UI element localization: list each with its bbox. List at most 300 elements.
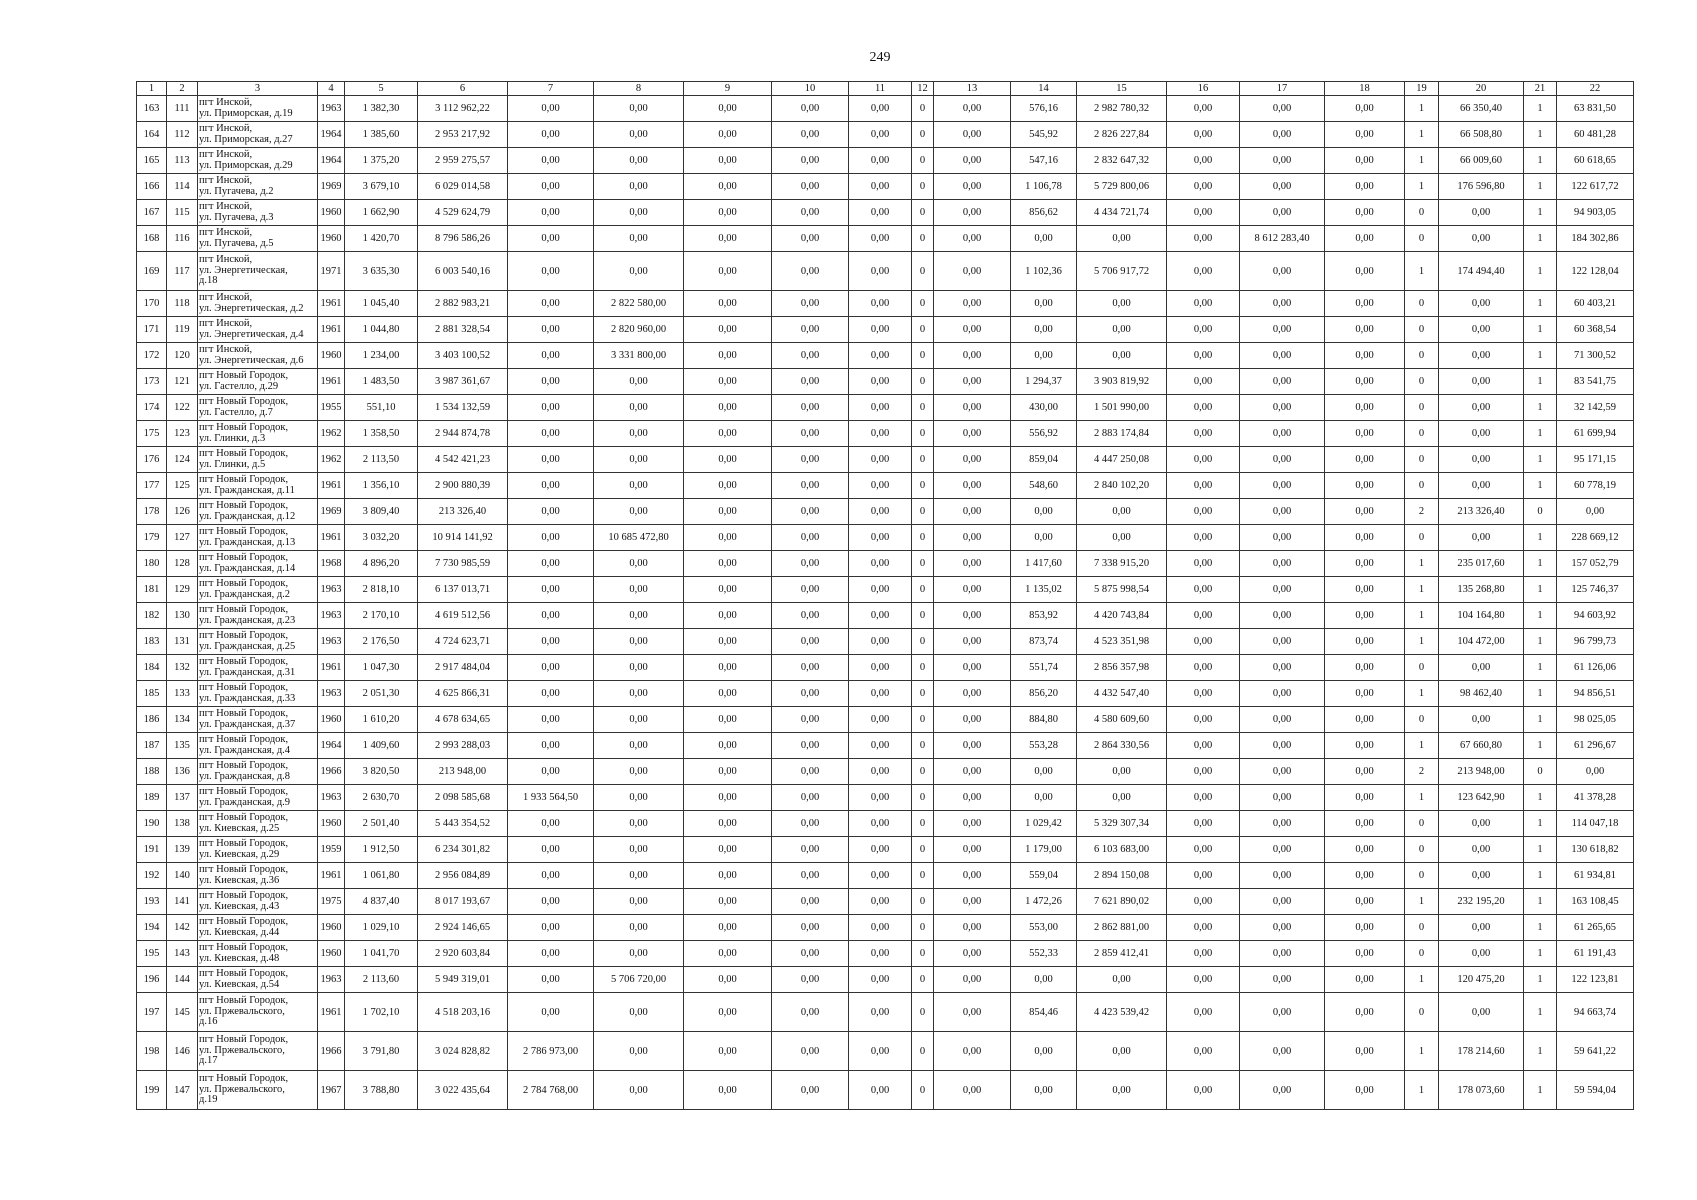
table-cell: 123 xyxy=(167,421,198,447)
table-cell: 0,00 xyxy=(849,473,912,499)
table-cell: 66 009,60 xyxy=(1439,148,1524,174)
table-cell: 0,00 xyxy=(849,395,912,421)
table-cell: 8 612 283,40 xyxy=(1240,226,1325,252)
table-cell: 0,00 xyxy=(1439,291,1524,317)
table-cell: 96 799,73 xyxy=(1557,629,1634,655)
table-cell: 61 265,65 xyxy=(1557,915,1634,941)
table-cell: 0,00 xyxy=(684,915,772,941)
table-cell: 1 xyxy=(1524,148,1557,174)
address-line: ул. Пржевальского, xyxy=(199,1083,285,1095)
address-line: пгт Новый Городок, xyxy=(199,448,289,459)
table-cell: 59 594,04 xyxy=(1557,1071,1634,1110)
table-cell: 0,00 xyxy=(1325,707,1405,733)
table-cell: 1 xyxy=(1524,200,1557,226)
table-cell: 1960 xyxy=(318,343,345,369)
table-cell: 67 660,80 xyxy=(1439,733,1524,759)
address-line: пгт Новый Городок, xyxy=(199,370,289,381)
table-cell: 0,00 xyxy=(1240,148,1325,174)
table-cell: 0,00 xyxy=(1439,811,1524,837)
table-cell: 1 xyxy=(1405,967,1439,993)
table-cell: 2 920 603,84 xyxy=(418,941,508,967)
table-cell: 1 045,40 xyxy=(345,291,418,317)
table-cell: 0,00 xyxy=(849,200,912,226)
table-cell: 0,00 xyxy=(772,993,849,1032)
table-cell: 0,00 xyxy=(594,447,684,473)
table-cell: 0,00 xyxy=(1439,317,1524,343)
table-cell: 181 xyxy=(137,577,167,603)
table-cell: 0,00 xyxy=(1439,915,1524,941)
address-line: ул. Киевская, д.43 xyxy=(199,900,280,912)
table-cell: 1960 xyxy=(318,811,345,837)
data-table xyxy=(136,81,1634,1110)
table-cell: 1961 xyxy=(318,291,345,317)
table-cell: 111 xyxy=(167,96,198,122)
table-cell: 5 875 998,54 xyxy=(1077,577,1167,603)
table-cell: 0 xyxy=(1405,226,1439,252)
table-cell: 4 542 421,23 xyxy=(418,447,508,473)
table-row xyxy=(137,603,1634,629)
table-cell: 125 xyxy=(167,473,198,499)
address-line: ул. Энергетическая, д.6 xyxy=(199,354,304,366)
table-cell: 559,04 xyxy=(1011,863,1077,889)
table-cell: 1 xyxy=(1524,525,1557,551)
table-cell: 1969 xyxy=(318,499,345,525)
table-cell: 0,00 xyxy=(1439,343,1524,369)
table-cell: 61 191,43 xyxy=(1557,941,1634,967)
table-cell: 0 xyxy=(1405,993,1439,1032)
table-cell: 0,00 xyxy=(849,889,912,915)
address-line: ул. Энергетическая, д.4 xyxy=(199,328,304,340)
table-cell: 0,00 xyxy=(508,291,594,317)
table-cell: 4 580 609,60 xyxy=(1077,707,1167,733)
table-cell: 545,92 xyxy=(1011,122,1077,148)
table-cell: 163 108,45 xyxy=(1557,889,1634,915)
address-line: пгт Новый Городок, xyxy=(199,812,289,823)
address-cell xyxy=(198,707,318,733)
table-cell: 0,00 xyxy=(1325,915,1405,941)
table-cell: 0,00 xyxy=(508,96,594,122)
table-cell: 0,00 xyxy=(772,733,849,759)
table-cell: 556,92 xyxy=(1011,421,1077,447)
table-cell: 1 xyxy=(1524,317,1557,343)
table-cell: 0,00 xyxy=(772,499,849,525)
table-cell: 0,00 xyxy=(849,681,912,707)
table-cell: 0,00 xyxy=(772,577,849,603)
table-cell: 3 024 828,82 xyxy=(418,1032,508,1071)
table-cell: 0,00 xyxy=(772,1071,849,1110)
table-cell: 1 xyxy=(1405,733,1439,759)
table-cell: 0,00 xyxy=(594,993,684,1032)
address-cell xyxy=(198,226,318,252)
table-cell: 0,00 xyxy=(849,603,912,629)
table-cell: 0,00 xyxy=(772,889,849,915)
address-line: ул. Приморская, д.19 xyxy=(199,107,293,119)
table-cell: 0,00 xyxy=(849,915,912,941)
table-cell: 0,00 xyxy=(1077,785,1167,811)
table-cell: 0,00 xyxy=(934,967,1011,993)
table-cell: 2 818,10 xyxy=(345,577,418,603)
column-header: 8 xyxy=(594,82,684,96)
table-cell: 1 662,90 xyxy=(345,200,418,226)
table-cell: 1 xyxy=(1524,226,1557,252)
table-cell: 0,00 xyxy=(934,837,1011,863)
table-cell: 4 619 512,56 xyxy=(418,603,508,629)
address-line: пгт Инской, xyxy=(199,123,253,134)
address-line: пгт Инской, xyxy=(199,97,253,108)
table-cell: 0,00 xyxy=(1240,967,1325,993)
table-cell: 199 xyxy=(137,1071,167,1110)
table-cell: 122 617,72 xyxy=(1557,174,1634,200)
table-cell: 1 xyxy=(1405,1071,1439,1110)
table-cell: 2 959 275,57 xyxy=(418,148,508,174)
table-cell: 1 501 990,00 xyxy=(1077,395,1167,421)
address-cell xyxy=(198,915,318,941)
table-cell: 0,00 xyxy=(772,785,849,811)
table-cell: 132 xyxy=(167,655,198,681)
table-cell: 0,00 xyxy=(1439,993,1524,1032)
table-cell: 176 xyxy=(137,447,167,473)
table-cell: 1 xyxy=(1405,629,1439,655)
table-cell: 0,00 xyxy=(1240,759,1325,785)
address-line: пгт Новый Городок, xyxy=(199,578,289,589)
table-cell: 2 113,60 xyxy=(345,967,418,993)
table-cell: 115 xyxy=(167,200,198,226)
table-cell: 5 443 354,52 xyxy=(418,811,508,837)
table-cell: 1 xyxy=(1524,1071,1557,1110)
table-cell: 3 112 962,22 xyxy=(418,96,508,122)
table-cell: 1959 xyxy=(318,837,345,863)
table-cell: 0,00 xyxy=(934,681,1011,707)
table-row xyxy=(137,96,1634,122)
table-cell: 138 xyxy=(167,811,198,837)
table-cell: 5 949 319,01 xyxy=(418,967,508,993)
table-cell: 0,00 xyxy=(684,1071,772,1110)
table-cell: 0,00 xyxy=(1167,603,1240,629)
table-cell: 178 214,60 xyxy=(1439,1032,1524,1071)
table-cell: 0,00 xyxy=(772,252,849,291)
table-cell: 4 837,40 xyxy=(345,889,418,915)
table-row xyxy=(137,473,1634,499)
table-row xyxy=(137,551,1634,577)
table-cell: 1 xyxy=(1524,395,1557,421)
table-cell: 0,00 xyxy=(594,655,684,681)
table-cell: 0,00 xyxy=(594,941,684,967)
address-line: ул. Гражданская, д.14 xyxy=(199,562,296,574)
table-cell: 1960 xyxy=(318,226,345,252)
address-line: пгт Новый Городок, xyxy=(199,942,289,953)
table-cell: 0,00 xyxy=(1240,447,1325,473)
table-cell: 163 xyxy=(137,96,167,122)
table-cell: 0 xyxy=(1405,369,1439,395)
table-cell: 1 xyxy=(1405,252,1439,291)
table-cell: 0,00 xyxy=(934,629,1011,655)
table-cell: 0,00 xyxy=(849,837,912,863)
table-cell: 1964 xyxy=(318,148,345,174)
table-cell: 0,00 xyxy=(594,1071,684,1110)
table-cell: 195 xyxy=(137,941,167,967)
table-cell: 0,00 xyxy=(1325,681,1405,707)
table-cell: 167 xyxy=(137,200,167,226)
table-cell: 118 xyxy=(167,291,198,317)
table-cell: 0,00 xyxy=(1167,499,1240,525)
table-cell: 0,00 xyxy=(594,837,684,863)
table-cell: 0,00 xyxy=(1325,499,1405,525)
table-cell: 0 xyxy=(912,993,934,1032)
table-cell: 0,00 xyxy=(934,369,1011,395)
address-cell xyxy=(198,369,318,395)
table-cell: 0,00 xyxy=(934,733,1011,759)
table-cell: 0,00 xyxy=(684,200,772,226)
table-row xyxy=(137,915,1634,941)
table-cell: 0 xyxy=(1524,759,1557,785)
table-cell: 2 883 174,84 xyxy=(1077,421,1167,447)
table-cell: 98 462,40 xyxy=(1439,681,1524,707)
table-cell: 2 826 227,84 xyxy=(1077,122,1167,148)
column-header: 6 xyxy=(418,82,508,96)
table-cell: 0,00 xyxy=(849,447,912,473)
column-header: 4 xyxy=(318,82,345,96)
table-cell: 0,00 xyxy=(1011,525,1077,551)
address-line: ул. Пржевальского, xyxy=(199,1044,285,1056)
table-cell: 6 137 013,71 xyxy=(418,577,508,603)
table-cell: 1 912,50 xyxy=(345,837,418,863)
table-row xyxy=(137,226,1634,252)
table-cell: 0,00 xyxy=(684,655,772,681)
address-line: ул. Приморская, д.29 xyxy=(199,159,293,171)
table-cell: 1 xyxy=(1524,785,1557,811)
table-cell: 0,00 xyxy=(508,655,594,681)
table-cell: 0,00 xyxy=(849,1071,912,1110)
table-body xyxy=(137,96,1634,1110)
table-cell: 1967 xyxy=(318,1071,345,1110)
address-cell xyxy=(198,122,318,148)
table-cell: 0,00 xyxy=(1240,733,1325,759)
address-line: ул. Гражданская, д.11 xyxy=(199,484,295,496)
table-cell: 66 508,80 xyxy=(1439,122,1524,148)
column-header: 14 xyxy=(1011,82,1077,96)
table-cell: 0,00 xyxy=(849,993,912,1032)
table-cell: 32 142,59 xyxy=(1557,395,1634,421)
column-header: 3 xyxy=(198,82,318,96)
table-cell: 0,00 xyxy=(1325,421,1405,447)
table-cell: 1963 xyxy=(318,629,345,655)
table-cell: 63 831,50 xyxy=(1557,96,1634,122)
table-cell: 0,00 xyxy=(772,941,849,967)
table-cell: 1 xyxy=(1524,473,1557,499)
table-cell: 196 xyxy=(137,967,167,993)
table-cell: 0,00 xyxy=(772,226,849,252)
address-line: ул. Энергетическая, xyxy=(199,264,288,276)
table-cell: 0,00 xyxy=(1240,629,1325,655)
table-cell: 10 685 472,80 xyxy=(594,525,684,551)
table-cell: 1966 xyxy=(318,1032,345,1071)
table-cell: 0,00 xyxy=(684,252,772,291)
table-cell: 94 903,05 xyxy=(1557,200,1634,226)
table-cell: 0,00 xyxy=(1167,226,1240,252)
table-cell: 0,00 xyxy=(849,941,912,967)
table-cell: 0 xyxy=(912,421,934,447)
table-cell: 166 xyxy=(137,174,167,200)
table-cell: 0,00 xyxy=(684,499,772,525)
table-cell: 0,00 xyxy=(1439,395,1524,421)
address-line: ул. Глинки, д.3 xyxy=(199,432,266,444)
table-cell: 1 702,10 xyxy=(345,993,418,1032)
table-cell: 0,00 xyxy=(772,473,849,499)
table-cell: 0,00 xyxy=(772,811,849,837)
table-cell: 1960 xyxy=(318,915,345,941)
table-row xyxy=(137,421,1634,447)
table-cell: 165 xyxy=(137,148,167,174)
table-cell: 0 xyxy=(1405,941,1439,967)
address-line: пгт Новый Городок, xyxy=(199,708,289,719)
table-cell: 124 xyxy=(167,447,198,473)
table-cell: 1 xyxy=(1524,1032,1557,1071)
address-line: ул. Гражданская, д.33 xyxy=(199,692,296,704)
table-cell: 0,00 xyxy=(594,174,684,200)
table-row xyxy=(137,317,1634,343)
column-header: 22 xyxy=(1557,82,1634,96)
address-cell xyxy=(198,863,318,889)
table-cell: 135 xyxy=(167,733,198,759)
table-cell: 1963 xyxy=(318,577,345,603)
column-header: 11 xyxy=(849,82,912,96)
address-line: пгт Новый Городок, xyxy=(199,500,289,511)
table-cell: 0,00 xyxy=(849,174,912,200)
table-row xyxy=(137,174,1634,200)
table-cell: 0,00 xyxy=(849,317,912,343)
table-cell: 0,00 xyxy=(1325,837,1405,863)
table-cell: 0,00 xyxy=(684,707,772,733)
table-cell: 2 894 150,08 xyxy=(1077,863,1167,889)
table-cell: 0,00 xyxy=(1167,291,1240,317)
table-cell: 1 179,00 xyxy=(1011,837,1077,863)
table-cell: 2 882 983,21 xyxy=(418,291,508,317)
table-cell: 0 xyxy=(1405,317,1439,343)
table-cell: 0,00 xyxy=(1167,252,1240,291)
table-cell: 184 xyxy=(137,655,167,681)
table-cell: 0 xyxy=(912,1032,934,1071)
table-cell: 0,00 xyxy=(1167,525,1240,551)
table-cell: 1 420,70 xyxy=(345,226,418,252)
table-cell: 0 xyxy=(912,941,934,967)
table-cell: 4 896,20 xyxy=(345,551,418,577)
table-cell: 136 xyxy=(167,759,198,785)
table-cell: 61 699,94 xyxy=(1557,421,1634,447)
address-line: ул. Киевская, д.44 xyxy=(199,926,280,938)
table-cell: 1 358,50 xyxy=(345,421,418,447)
table-cell: 157 052,79 xyxy=(1557,551,1634,577)
table-cell: 0 xyxy=(912,707,934,733)
table-cell: 2 051,30 xyxy=(345,681,418,707)
table-cell: 0,00 xyxy=(1240,291,1325,317)
table-cell: 168 xyxy=(137,226,167,252)
table-row xyxy=(137,863,1634,889)
table-cell: 140 xyxy=(167,863,198,889)
table-cell: 0,00 xyxy=(772,551,849,577)
table-cell: 0,00 xyxy=(508,421,594,447)
table-cell: 0,00 xyxy=(772,759,849,785)
table-row xyxy=(137,499,1634,525)
table-cell: 1 029,42 xyxy=(1011,811,1077,837)
table-cell: 0 xyxy=(912,226,934,252)
table-cell: 0,00 xyxy=(1240,837,1325,863)
table-cell: 0,00 xyxy=(1325,1032,1405,1071)
table-cell: 61 296,67 xyxy=(1557,733,1634,759)
table-cell: 0,00 xyxy=(508,733,594,759)
table-cell: 0,00 xyxy=(849,421,912,447)
table-cell: 116 xyxy=(167,226,198,252)
table-cell: 0,00 xyxy=(594,811,684,837)
table-cell: 0,00 xyxy=(684,1032,772,1071)
address-line: ул. Гражданская, д.13 xyxy=(199,536,296,548)
table-cell: 0,00 xyxy=(934,863,1011,889)
address-line: пгт Новый Городок, xyxy=(199,526,289,537)
table-cell: 0,00 xyxy=(1325,148,1405,174)
table-cell: 0,00 xyxy=(1325,395,1405,421)
table-cell: 125 746,37 xyxy=(1557,577,1634,603)
table-cell: 0,00 xyxy=(594,499,684,525)
table-cell: 1 xyxy=(1524,603,1557,629)
table-cell: 122 xyxy=(167,395,198,421)
address-line: ул. Гражданская, д.37 xyxy=(199,718,296,730)
table-cell: 0,00 xyxy=(508,499,594,525)
table-cell: 1 xyxy=(1524,629,1557,655)
table-cell: 0,00 xyxy=(508,915,594,941)
table-cell: 0,00 xyxy=(1439,200,1524,226)
address-line: пгт Инской, xyxy=(199,292,253,303)
table-cell: 0 xyxy=(912,291,934,317)
table-cell: 0,00 xyxy=(508,317,594,343)
table-cell: 1 xyxy=(1405,551,1439,577)
table-cell: 0,00 xyxy=(1240,343,1325,369)
table-cell: 0 xyxy=(912,148,934,174)
table-cell: 1961 xyxy=(318,993,345,1032)
table-cell: 0,00 xyxy=(934,96,1011,122)
address-cell xyxy=(198,733,318,759)
table-cell: 0,00 xyxy=(1011,226,1077,252)
address-line: пгт Новый Городок, xyxy=(199,995,289,1007)
table-cell: 0,00 xyxy=(1167,577,1240,603)
table-cell: 1 xyxy=(1405,577,1439,603)
table-cell: 0,00 xyxy=(594,148,684,174)
table-cell: 0,00 xyxy=(934,291,1011,317)
table-cell: 0,00 xyxy=(1439,369,1524,395)
table-cell: 135 268,80 xyxy=(1439,577,1524,603)
address-line: пгт Инской, xyxy=(199,175,253,186)
table-cell: 0 xyxy=(912,863,934,889)
table-cell: 0,00 xyxy=(508,993,594,1032)
table-cell: 0,00 xyxy=(1167,1071,1240,1110)
table-cell: 1 xyxy=(1405,889,1439,915)
table-cell: 0,00 xyxy=(1077,1071,1167,1110)
table-cell: 104 164,80 xyxy=(1439,603,1524,629)
column-header: 17 xyxy=(1240,82,1325,96)
table-cell: 94 663,74 xyxy=(1557,993,1634,1032)
table-cell: 175 xyxy=(137,421,167,447)
table-cell: 0,00 xyxy=(849,967,912,993)
table-cell: 0,00 xyxy=(1240,889,1325,915)
table-cell: 0,00 xyxy=(772,1032,849,1071)
table-cell: 0,00 xyxy=(772,317,849,343)
table-cell: 2 xyxy=(1405,759,1439,785)
table-cell: 0,00 xyxy=(1077,343,1167,369)
table-cell: 1 xyxy=(1524,96,1557,122)
table-cell: 0,00 xyxy=(508,369,594,395)
table-cell: 1 xyxy=(1524,291,1557,317)
table-cell: 0 xyxy=(1524,499,1557,525)
table-cell: 182 xyxy=(137,603,167,629)
table-cell: 0,00 xyxy=(594,681,684,707)
